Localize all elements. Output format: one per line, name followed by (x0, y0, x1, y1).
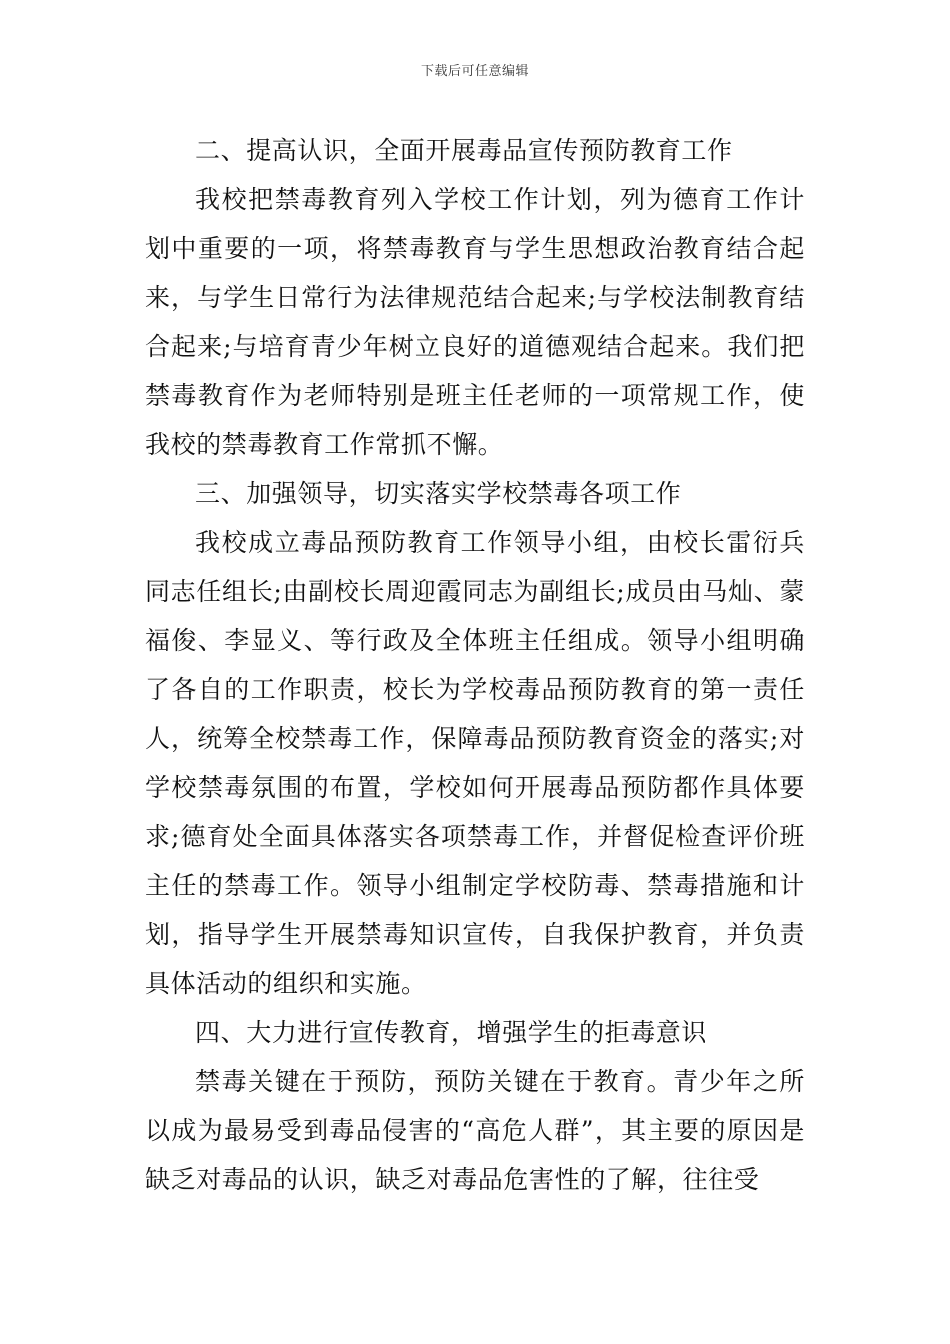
paragraph-section-2: 我校把禁毒教育列入学校工作计划，列为德育工作计划中重要的一项，将禁毒教育与学生思想政治教育结合起来，与学生日常行为法律规范结合起来;与学校法制教育结合起来;与培育青少年树立良好的道德观结合起来。我们把禁毒教育作为老师特别是班主任老师的一项常规工作，使我校的禁毒教育工作常抓不懈。 (145, 185, 805, 459)
page-header: 下载后可任意编辑 (420, 64, 529, 79)
section-heading-4: 四、大力进行宣传教育，增强学生的拒毒意识 (195, 1018, 708, 1047)
paragraph-section-3: 我校成立毒品预防教育工作领导小组，由校长雷衍兵同志任组长;由副校长周迎霞同志为副组长;成员由马灿、蒙福俊、李显义、等行政及全体班主任组成。领导小组明确了各自的工作职责，校长为学校毒品预防教育的第一责任人，统筹全校禁毒工作，保障毒品预防教育资金的落实;对学校禁毒氛围的布置，学校如何开展毒品预防都作具体要求;德育处全面具体落实各项禁毒工作，并督促检查评价班主任的禁毒工作。领导小组制定学校防毒、禁毒措施和计划，指导学生开展禁毒知识宣传，自我保护教育，并负责具体活动的组织和实施。 (145, 528, 805, 998)
section-heading-2: 二、提高认识，全面开展毒品宣传预防教育工作 (195, 136, 733, 165)
document-body (145, 126, 805, 1204)
section-heading-3: 三、加强领导，切实落实学校禁毒各项工作 (195, 479, 682, 508)
paragraph-section-4: 禁毒关键在于预防，预防关键在于教育。青少年之所以成为最易受到毒品侵害的“高危人群”，其主要的原因是缺乏对毒品的认识，缺乏对毒品危害性的了解，往往受 (145, 1067, 805, 1194)
